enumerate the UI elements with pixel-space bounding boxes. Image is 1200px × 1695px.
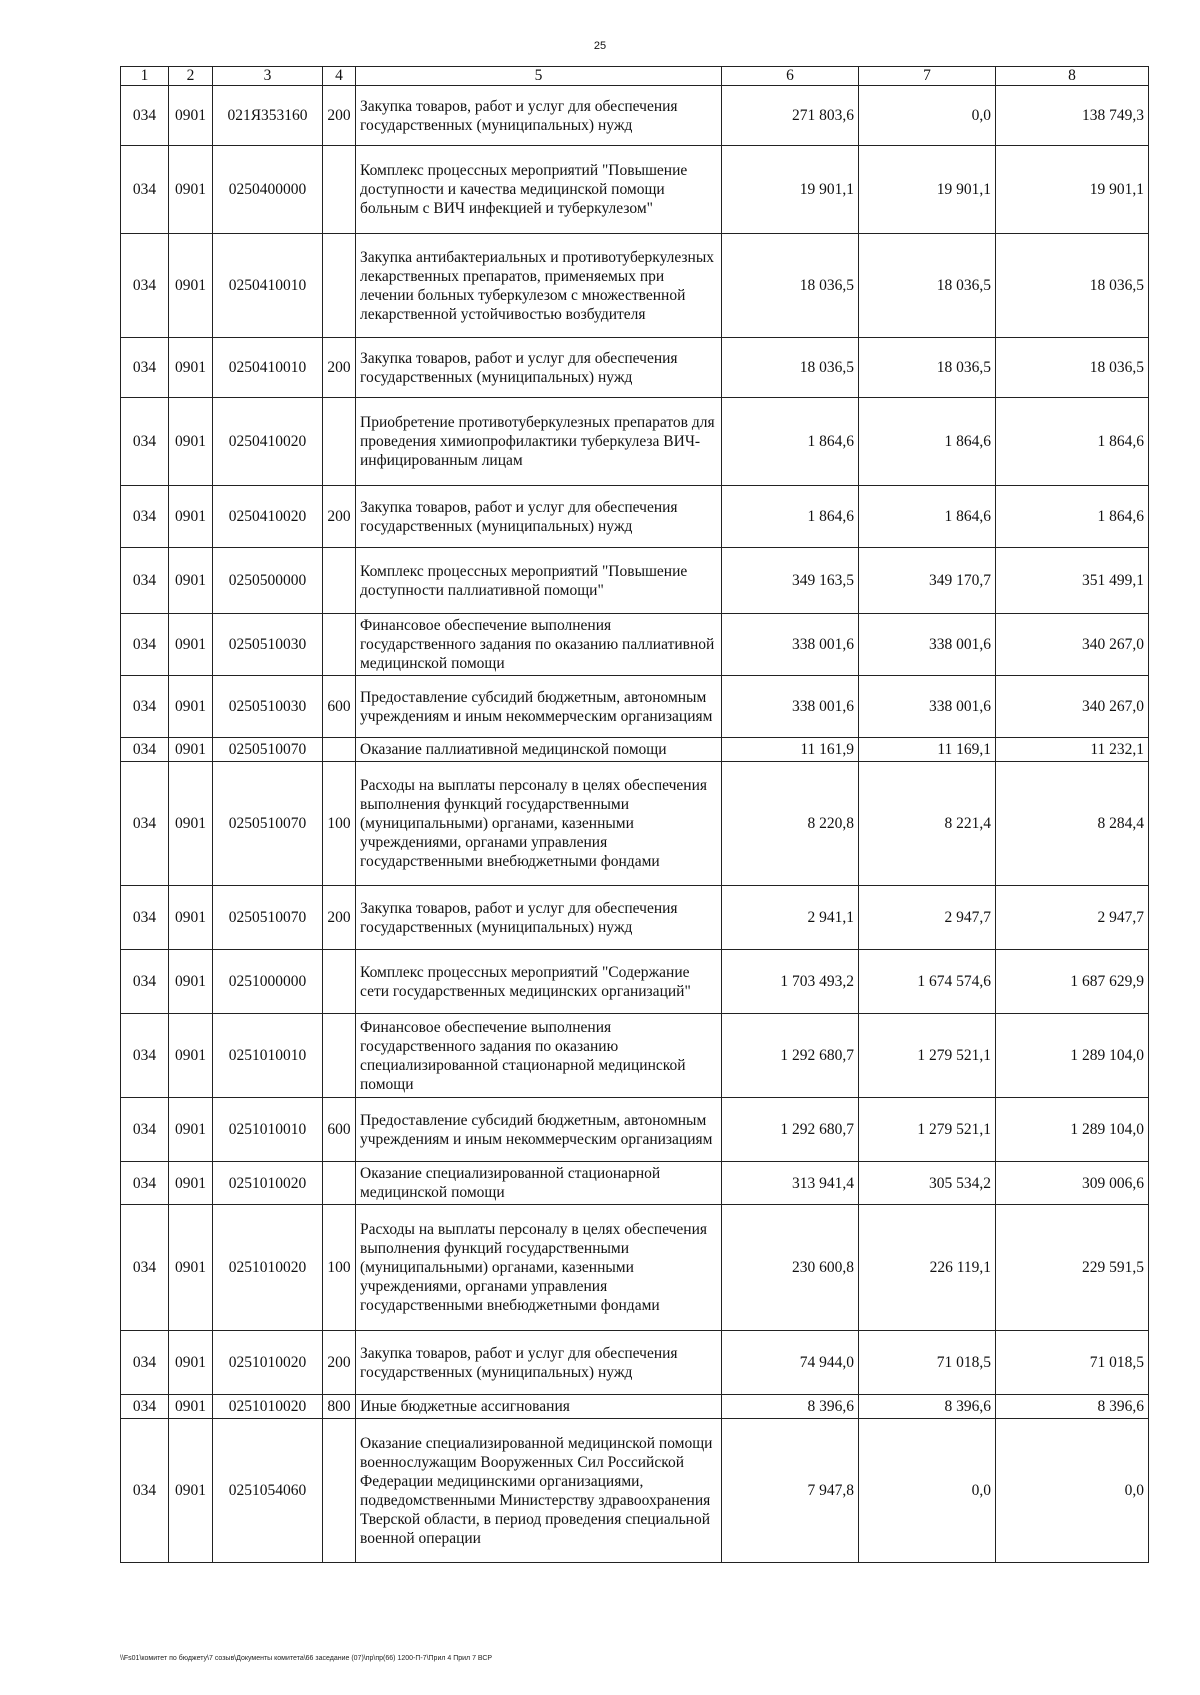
expense-type-cell xyxy=(323,1014,356,1098)
amount-col7-cell: 1 864,6 xyxy=(859,486,996,548)
amount-col7-cell: 11 169,1 xyxy=(859,738,996,762)
target-code-cell: 0250410010 xyxy=(213,338,323,398)
column-header: 2 xyxy=(169,67,213,86)
section-code-cell: 0901 xyxy=(169,614,213,676)
expense-type-cell xyxy=(323,548,356,614)
table-row xyxy=(121,486,1149,548)
amount-col7-cell: 226 119,1 xyxy=(859,1205,996,1331)
amount-col8-cell: 351 499,1 xyxy=(996,548,1149,614)
description-cell: Закупка товаров, работ и услуг для обеспечения государственных (муниципальных) нужд xyxy=(356,886,722,950)
amount-col8-cell: 1 864,6 xyxy=(996,398,1149,486)
section-code-cell: 0901 xyxy=(169,1014,213,1098)
admin-code-cell: 034 xyxy=(121,762,169,886)
description-cell: Оказание специализированной стационарной медицинской помощи xyxy=(356,1162,722,1205)
section-code-cell: 0901 xyxy=(169,1205,213,1331)
description-cell: Приобретение противотуберкулезных препаратов для проведения химиопрофилактики туберкулеза ВИЧ-инфицированным лицам xyxy=(356,398,722,486)
section-code-cell: 0901 xyxy=(169,1419,213,1563)
description-cell: Оказание специализированной медицинской помощи военнослужащим Вооруженных Сил Российской Федерации медицинскими организациями, подведомственными Министерству здравоохранения Тверской области, в период проведения специальной военной операции xyxy=(356,1419,722,1563)
admin-code-cell: 034 xyxy=(121,614,169,676)
expense-type-cell: 800 xyxy=(323,1395,356,1419)
amount-col8-cell: 11 232,1 xyxy=(996,738,1149,762)
section-code-cell: 0901 xyxy=(169,738,213,762)
amount-col7-cell: 1 279 521,1 xyxy=(859,1014,996,1098)
expense-type-cell xyxy=(323,146,356,234)
column-header: 6 xyxy=(722,67,859,86)
amount-col7-cell: 0,0 xyxy=(859,86,996,146)
table-row xyxy=(121,1098,1149,1162)
column-header: 4 xyxy=(323,67,356,86)
section-code-cell: 0901 xyxy=(169,1331,213,1395)
admin-code-cell: 034 xyxy=(121,486,169,548)
description-cell: Расходы на выплаты персоналу в целях обеспечения выполнения функций государственными (муниципальными) органами, казенными учреждениями, органами управления государственными внебюджетными фондами xyxy=(356,762,722,886)
amount-col8-cell: 229 591,5 xyxy=(996,1205,1149,1331)
amount-col6-cell: 7 947,8 xyxy=(722,1419,859,1563)
admin-code-cell: 034 xyxy=(121,1014,169,1098)
admin-code-cell: 034 xyxy=(121,950,169,1014)
admin-code-cell: 034 xyxy=(121,1331,169,1395)
description-cell: Расходы на выплаты персоналу в целях обеспечения выполнения функций государственными (муниципальными) органами, казенными учреждениями, органами управления государственными внебюджетными фондами xyxy=(356,1205,722,1331)
target-code-cell: 0250510030 xyxy=(213,614,323,676)
amount-col8-cell: 18 036,5 xyxy=(996,338,1149,398)
table-row xyxy=(121,1395,1149,1419)
expense-type-cell: 200 xyxy=(323,486,356,548)
amount-col6-cell: 338 001,6 xyxy=(722,614,859,676)
amount-col8-cell: 1 687 629,9 xyxy=(996,950,1149,1014)
section-code-cell: 0901 xyxy=(169,762,213,886)
amount-col6-cell: 8 220,8 xyxy=(722,762,859,886)
expense-type-cell xyxy=(323,950,356,1014)
table-row xyxy=(121,338,1149,398)
expense-type-cell xyxy=(323,398,356,486)
table-row xyxy=(121,1162,1149,1205)
section-code-cell: 0901 xyxy=(169,1162,213,1205)
column-header: 5 xyxy=(356,67,722,86)
amount-col7-cell: 8 396,6 xyxy=(859,1395,996,1419)
amount-col7-cell: 338 001,6 xyxy=(859,676,996,738)
column-header: 7 xyxy=(859,67,996,86)
table-row xyxy=(121,676,1149,738)
table-row xyxy=(121,886,1149,950)
description-cell: Закупка товаров, работ и услуг для обеспечения государственных (муниципальных) нужд xyxy=(356,486,722,548)
amount-col8-cell: 71 018,5 xyxy=(996,1331,1149,1395)
expense-type-cell xyxy=(323,1419,356,1563)
admin-code-cell: 034 xyxy=(121,146,169,234)
amount-col7-cell: 305 534,2 xyxy=(859,1162,996,1205)
description-cell: Закупка товаров, работ и услуг для обеспечения государственных (муниципальных) нужд xyxy=(356,338,722,398)
target-code-cell: 0251010020 xyxy=(213,1205,323,1331)
amount-col7-cell: 71 018,5 xyxy=(859,1331,996,1395)
column-number-row xyxy=(121,67,1149,86)
target-code-cell: 0251010020 xyxy=(213,1331,323,1395)
amount-col8-cell: 2 947,7 xyxy=(996,886,1149,950)
amount-col7-cell: 8 221,4 xyxy=(859,762,996,886)
amount-col6-cell: 11 161,9 xyxy=(722,738,859,762)
target-code-cell: 0251010010 xyxy=(213,1014,323,1098)
admin-code-cell: 034 xyxy=(121,398,169,486)
admin-code-cell: 034 xyxy=(121,1419,169,1563)
amount-col6-cell: 1 703 493,2 xyxy=(722,950,859,1014)
amount-col6-cell: 74 944,0 xyxy=(722,1331,859,1395)
amount-col6-cell: 271 803,6 xyxy=(722,86,859,146)
expense-type-cell: 100 xyxy=(323,1205,356,1331)
table-row xyxy=(121,762,1149,886)
amount-col7-cell: 1 864,6 xyxy=(859,398,996,486)
amount-col8-cell: 340 267,0 xyxy=(996,676,1149,738)
description-cell: Финансовое обеспечение выполнения государственного задания по оказанию паллиативной медицинской помощи xyxy=(356,614,722,676)
description-cell: Иные бюджетные ассигнования xyxy=(356,1395,722,1419)
page-number: 25 xyxy=(593,40,607,52)
section-code-cell: 0901 xyxy=(169,886,213,950)
section-code-cell: 0901 xyxy=(169,486,213,548)
amount-col6-cell: 313 941,4 xyxy=(722,1162,859,1205)
file-path-footer: \\Fs01\комитет по бюджету\7 созыв\Документы комитета\66 заседание (07)\пр\пр(66) 1200-П-7\Прил 4 Прил 7 ВСР xyxy=(120,1655,493,1662)
expense-type-cell: 600 xyxy=(323,676,356,738)
amount-col7-cell: 1 674 574,6 xyxy=(859,950,996,1014)
amount-col6-cell: 18 036,5 xyxy=(722,234,859,338)
amount-col7-cell: 19 901,1 xyxy=(859,146,996,234)
column-header: 1 xyxy=(121,67,169,86)
expense-type-cell xyxy=(323,234,356,338)
section-code-cell: 0901 xyxy=(169,1395,213,1419)
target-code-cell: 0250510070 xyxy=(213,886,323,950)
amount-col6-cell: 1 864,6 xyxy=(722,486,859,548)
admin-code-cell: 034 xyxy=(121,548,169,614)
admin-code-cell: 034 xyxy=(121,1205,169,1331)
expense-type-cell: 600 xyxy=(323,1098,356,1162)
amount-col8-cell: 1 289 104,0 xyxy=(996,1014,1149,1098)
amount-col7-cell: 349 170,7 xyxy=(859,548,996,614)
amount-col8-cell: 138 749,3 xyxy=(996,86,1149,146)
amount-col7-cell: 1 279 521,1 xyxy=(859,1098,996,1162)
admin-code-cell: 034 xyxy=(121,676,169,738)
description-cell: Комплекс процессных мероприятий "Повышение доступности паллиативной помощи" xyxy=(356,548,722,614)
target-code-cell: 0251054060 xyxy=(213,1419,323,1563)
target-code-cell: 0251010020 xyxy=(213,1395,323,1419)
target-code-cell: 0251010020 xyxy=(213,1162,323,1205)
target-code-cell: 0251000000 xyxy=(213,950,323,1014)
amount-col6-cell: 18 036,5 xyxy=(722,338,859,398)
amount-col7-cell: 18 036,5 xyxy=(859,338,996,398)
table-row xyxy=(121,1014,1149,1098)
section-code-cell: 0901 xyxy=(169,398,213,486)
section-code-cell: 0901 xyxy=(169,1098,213,1162)
table-row xyxy=(121,1205,1149,1331)
admin-code-cell: 034 xyxy=(121,86,169,146)
expense-type-cell: 200 xyxy=(323,886,356,950)
table-row xyxy=(121,614,1149,676)
section-code-cell: 0901 xyxy=(169,950,213,1014)
description-cell: Закупка товаров, работ и услуг для обеспечения государственных (муниципальных) нужд xyxy=(356,1331,722,1395)
target-code-cell: 0250510070 xyxy=(213,738,323,762)
amount-col8-cell: 8 396,6 xyxy=(996,1395,1149,1419)
target-code-cell: 0250400000 xyxy=(213,146,323,234)
amount-col8-cell: 18 036,5 xyxy=(996,234,1149,338)
admin-code-cell: 034 xyxy=(121,1098,169,1162)
amount-col6-cell: 1 292 680,7 xyxy=(722,1014,859,1098)
admin-code-cell: 034 xyxy=(121,1395,169,1419)
amount-col6-cell: 230 600,8 xyxy=(722,1205,859,1331)
section-code-cell: 0901 xyxy=(169,338,213,398)
expense-type-cell: 200 xyxy=(323,86,356,146)
amount-col6-cell: 2 941,1 xyxy=(722,886,859,950)
amount-col8-cell: 309 006,6 xyxy=(996,1162,1149,1205)
amount-col6-cell: 1 864,6 xyxy=(722,398,859,486)
expense-type-cell xyxy=(323,1162,356,1205)
admin-code-cell: 034 xyxy=(121,738,169,762)
amount-col7-cell: 338 001,6 xyxy=(859,614,996,676)
description-cell: Закупка антибактериальных и противотуберкулезных лекарственных препаратов, применяемых при лечении больных туберкулезом с множественной лекарственной устойчивостью возбудителя xyxy=(356,234,722,338)
description-cell: Закупка товаров, работ и услуг для обеспечения государственных (муниципальных) нужд xyxy=(356,86,722,146)
expense-type-cell: 200 xyxy=(323,1331,356,1395)
admin-code-cell: 034 xyxy=(121,1162,169,1205)
amount-col7-cell: 18 036,5 xyxy=(859,234,996,338)
table-row xyxy=(121,1331,1149,1395)
description-cell: Финансовое обеспечение выполнения государственного задания по оказанию специализированной стационарной медицинской помощи xyxy=(356,1014,722,1098)
section-code-cell: 0901 xyxy=(169,86,213,146)
target-code-cell: 0250410020 xyxy=(213,398,323,486)
table-row xyxy=(121,398,1149,486)
expense-type-cell: 100 xyxy=(323,762,356,886)
table-row xyxy=(121,738,1149,762)
table-row xyxy=(121,548,1149,614)
target-code-cell: 0250410010 xyxy=(213,234,323,338)
target-code-cell: 021Я353160 xyxy=(213,86,323,146)
amount-col6-cell: 8 396,6 xyxy=(722,1395,859,1419)
expense-type-cell: 200 xyxy=(323,338,356,398)
column-header: 3 xyxy=(213,67,323,86)
expense-type-cell xyxy=(323,614,356,676)
amount-col8-cell: 1 864,6 xyxy=(996,486,1149,548)
target-code-cell: 0251010010 xyxy=(213,1098,323,1162)
amount-col8-cell: 0,0 xyxy=(996,1419,1149,1563)
amount-col6-cell: 338 001,6 xyxy=(722,676,859,738)
section-code-cell: 0901 xyxy=(169,234,213,338)
expense-type-cell xyxy=(323,738,356,762)
target-code-cell: 0250510070 xyxy=(213,762,323,886)
amount-col7-cell: 0,0 xyxy=(859,1419,996,1563)
section-code-cell: 0901 xyxy=(169,676,213,738)
table-row xyxy=(121,86,1149,146)
admin-code-cell: 034 xyxy=(121,886,169,950)
amount-col6-cell: 19 901,1 xyxy=(722,146,859,234)
description-cell: Комплекс процессных мероприятий "Содержание сети государственных медицинских организаций" xyxy=(356,950,722,1014)
admin-code-cell: 034 xyxy=(121,338,169,398)
description-cell: Комплекс процессных мероприятий "Повышение доступности и качества медицинской помощи больным с ВИЧ инфекцией и туберкулезом" xyxy=(356,146,722,234)
amount-col8-cell: 19 901,1 xyxy=(996,146,1149,234)
table-row xyxy=(121,1419,1149,1563)
description-cell: Оказание паллиативной медицинской помощи xyxy=(356,738,722,762)
description-cell: Предоставление субсидий бюджетным, автономным учреждениям и иным некоммерческим организациям xyxy=(356,676,722,738)
description-cell: Предоставление субсидий бюджетным, автономным учреждениям и иным некоммерческим организациям xyxy=(356,1098,722,1162)
section-code-cell: 0901 xyxy=(169,548,213,614)
amount-col6-cell: 349 163,5 xyxy=(722,548,859,614)
column-header: 8 xyxy=(996,67,1149,86)
section-code-cell: 0901 xyxy=(169,146,213,234)
target-code-cell: 0250410020 xyxy=(213,486,323,548)
amount-col8-cell: 1 289 104,0 xyxy=(996,1098,1149,1162)
target-code-cell: 0250500000 xyxy=(213,548,323,614)
table-row xyxy=(121,146,1149,234)
table-row xyxy=(121,234,1149,338)
table-row xyxy=(121,950,1149,1014)
amount-col7-cell: 2 947,7 xyxy=(859,886,996,950)
target-code-cell: 0250510030 xyxy=(213,676,323,738)
amount-col8-cell: 340 267,0 xyxy=(996,614,1149,676)
admin-code-cell: 034 xyxy=(121,234,169,338)
budget-table xyxy=(120,66,1149,1563)
amount-col8-cell: 8 284,4 xyxy=(996,762,1149,886)
amount-col6-cell: 1 292 680,7 xyxy=(722,1098,859,1162)
